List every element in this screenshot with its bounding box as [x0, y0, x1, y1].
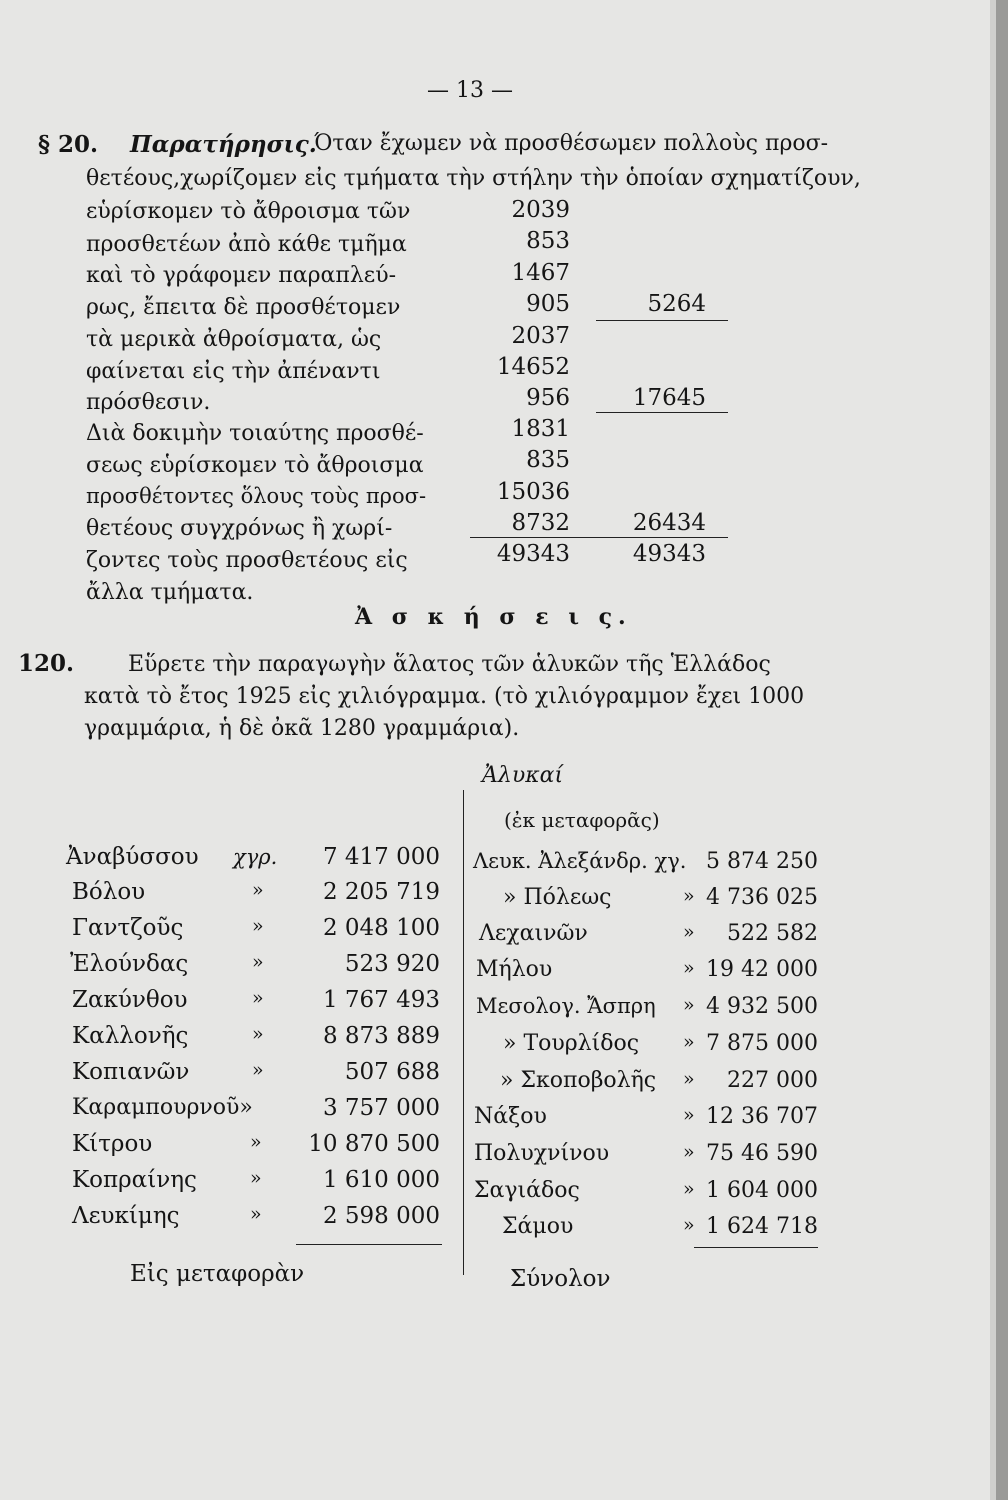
- table-row-name: Λευκίμης: [72, 1203, 180, 1229]
- addend: 1831: [511, 416, 570, 442]
- partial-sum-rule: [596, 412, 728, 413]
- sum-rule: [470, 537, 728, 538]
- table-row-mark: »: [252, 987, 264, 1009]
- table-row-name: Σάμου: [502, 1214, 574, 1239]
- carried-note: (ἐκ μεταφορᾶς): [504, 808, 660, 832]
- table-row-mark: »: [683, 1178, 695, 1200]
- table-row-name: Κοπιανῶν: [72, 1059, 190, 1085]
- table-row-value: 12 36 707: [706, 1104, 818, 1129]
- table-row-value: 1 767 493: [322, 987, 440, 1013]
- partial-sum: 26434: [632, 510, 706, 536]
- table-row-name: Μήλου: [476, 957, 553, 982]
- section-line: προσθέτοντες ὅλους τοὺς προσ-: [86, 484, 427, 508]
- table-row-mark: »: [252, 1059, 264, 1081]
- table-row-value: 4 932 500: [706, 994, 818, 1019]
- table-row-value: 2 048 100: [322, 915, 440, 941]
- table-row-value: 227 000: [727, 1068, 818, 1093]
- table-row-mark: »: [252, 1023, 264, 1045]
- table-row-name: Λευκ. Ἀλεξάνδρ. χγ.: [473, 849, 687, 873]
- table-row-mark: »: [683, 1104, 695, 1126]
- table-row-name: Νάξου: [474, 1104, 547, 1129]
- right-total-rule: [694, 1247, 818, 1248]
- section-lead: Όταν ἔχωμεν νὰ προσθέσωμεν πολλοὺς προσ-: [314, 131, 829, 156]
- table-row-value: 5 874 250: [706, 849, 818, 874]
- table-row-name: Σαγιάδος: [474, 1178, 580, 1203]
- section-line: σεως εὑρίσκομεν τὸ ἄθροισμα: [86, 453, 424, 478]
- section-line: θετέους,χωρίζομεν εἰς τμήματα τὴν στήλην τὴν ὁποίαν σχηματίζουν,: [86, 166, 861, 191]
- table-row-value: 19 42 000: [706, 957, 818, 982]
- left-total-rule: [296, 1244, 442, 1245]
- right-footer: Σύνολον: [510, 1266, 611, 1292]
- table-row-mark: »: [683, 1214, 695, 1236]
- addend: 1467: [511, 260, 570, 286]
- table-row-value: 7 417 000: [322, 844, 440, 870]
- table-row-mark: »: [252, 951, 264, 973]
- section-line: εὑρίσκομεν τὸ ἄθροισμα τῶν: [86, 199, 411, 224]
- column-divider: [463, 790, 464, 1275]
- table-row-mark: »: [683, 994, 695, 1016]
- addend: 15036: [496, 479, 570, 505]
- table-row-name: Ἐλούνδας: [70, 951, 189, 977]
- section-line: καὶ τὸ γράφομεν παραπλεύ-: [86, 263, 396, 288]
- table-row-name: Κίτρου: [72, 1131, 153, 1157]
- exercise-line: κατὰ τὸ ἔτος 1925 εἰς χιλιόγραμμα. (τὸ χιλιόγραμμον ἔχει 1000: [84, 684, 805, 709]
- section-line: πρόσθεσιν.: [86, 390, 211, 415]
- table-row-name: Βόλου: [72, 879, 146, 905]
- section-mark: § 20.: [38, 131, 99, 158]
- table-row-mark: »: [250, 1131, 262, 1153]
- section-line: φαίνεται εἰς τὴν ἀπέναντι: [86, 359, 381, 384]
- table-row-value: 507 688: [344, 1059, 440, 1085]
- table-row-value: 7 875 000: [706, 1031, 818, 1056]
- addend: 905: [526, 291, 570, 317]
- table-row-name: » Σκοποβολῆς: [500, 1068, 657, 1093]
- section-line: θετέους συγχρόνως ἢ χωρί-: [86, 516, 393, 541]
- table-row-value: 522 582: [727, 921, 818, 946]
- table-row-name: Λεχαινῶν: [479, 921, 588, 946]
- table-row-value: 1 624 718: [706, 1214, 818, 1239]
- table-row-value: 8 873 889: [322, 1023, 440, 1049]
- table-row-mark: »: [250, 1167, 262, 1189]
- addend: 853: [526, 228, 570, 254]
- table-row-mark: »: [683, 1031, 695, 1053]
- section-line: ζοντες τοὺς προσθετέους εἰς: [86, 548, 408, 573]
- table-row-value: 10 870 500: [308, 1131, 440, 1157]
- partial-sum-total: 49343: [632, 541, 706, 567]
- page-number: — 13 —: [427, 78, 513, 103]
- table-row-value: 75 46 590: [706, 1141, 818, 1166]
- table-row-name: Γαντζοῦς: [72, 915, 184, 941]
- table-row-name: Πολυχνίνου: [474, 1141, 610, 1166]
- partial-sum-rule: [596, 320, 728, 321]
- table-row-name: Κοπραίνης: [72, 1167, 197, 1193]
- table-row-name: Ζακύνθου: [72, 987, 188, 1013]
- table-row-mark: »: [683, 885, 695, 907]
- addend: 835: [526, 447, 570, 473]
- page-edge: [996, 0, 1008, 1500]
- table-row-name: Καλλονῆς: [72, 1023, 189, 1049]
- addend: 2039: [511, 197, 570, 223]
- table-row-mark: »: [683, 1068, 695, 1090]
- table-row-name: Ἀναβύσσου: [66, 844, 199, 870]
- table-row-value: 2 205 719: [322, 879, 440, 905]
- table-row-mark: »: [683, 957, 695, 979]
- table-row-value: 1 610 000: [322, 1167, 440, 1193]
- addend: 14652: [496, 354, 570, 380]
- section-line: ἄλλα τμήματα.: [86, 580, 254, 605]
- table-row-mark: »: [683, 1141, 695, 1163]
- addend: 8732: [511, 510, 570, 536]
- exercise-line: Εὕρετε τὴν παραγωγὴν ἅλατος τῶν ἁλυκῶν τῆς Ἑλλάδος: [128, 652, 771, 677]
- table-row-mark: »: [250, 1203, 262, 1225]
- exercise-number: 120.: [18, 650, 75, 677]
- addend: 956: [526, 385, 570, 411]
- table-row-mark: χγρ.: [233, 845, 278, 869]
- table-row-mark: »: [252, 879, 264, 901]
- section-title: Παρατήρησις.: [130, 131, 317, 158]
- table-title: Ἀλυκαί: [482, 763, 564, 788]
- table-row-name: Καραμπουρνοῦ»: [72, 1095, 253, 1120]
- section-line: ρως, ἔπειτα δὲ προσθέτομεν: [86, 295, 401, 320]
- exercises-heading: Ἀ σ κ ή σ ε ι ς.: [355, 604, 632, 630]
- table-row-name: » Τουρλίδος: [503, 1031, 640, 1056]
- table-row-mark: »: [252, 915, 264, 937]
- section-line: τὰ μερικὰ ἀθροίσματα, ὡς: [86, 327, 382, 352]
- table-row-mark: »: [683, 921, 695, 943]
- table-row-value: 2 598 000: [322, 1203, 440, 1229]
- table-row-name: » Πόλεως: [503, 885, 612, 910]
- section-line: Διὰ δοκιμὴν τοιαύτης προσθέ-: [86, 421, 424, 446]
- addend-total: 49343: [496, 541, 570, 567]
- table-row-name: Μεσολογ. Ἄσπρη: [476, 994, 656, 1018]
- table-row-value: 1 604 000: [706, 1178, 818, 1203]
- partial-sum: 17645: [632, 385, 706, 411]
- left-footer: Εἰς μεταφορὰν: [130, 1261, 305, 1287]
- exercise-line: γραμμάρια, ἡ δὲ ὀκᾶ 1280 γραμμάρια).: [84, 716, 520, 741]
- partial-sum: 5264: [647, 291, 706, 317]
- table-row-value: 3 757 000: [322, 1095, 440, 1121]
- table-row-value: 4 736 025: [706, 885, 818, 910]
- table-row-value: 523 920: [344, 951, 440, 977]
- addend: 2037: [511, 323, 570, 349]
- section-line: προσθετέων ἀπὸ κάθε τμῆμα: [86, 232, 407, 257]
